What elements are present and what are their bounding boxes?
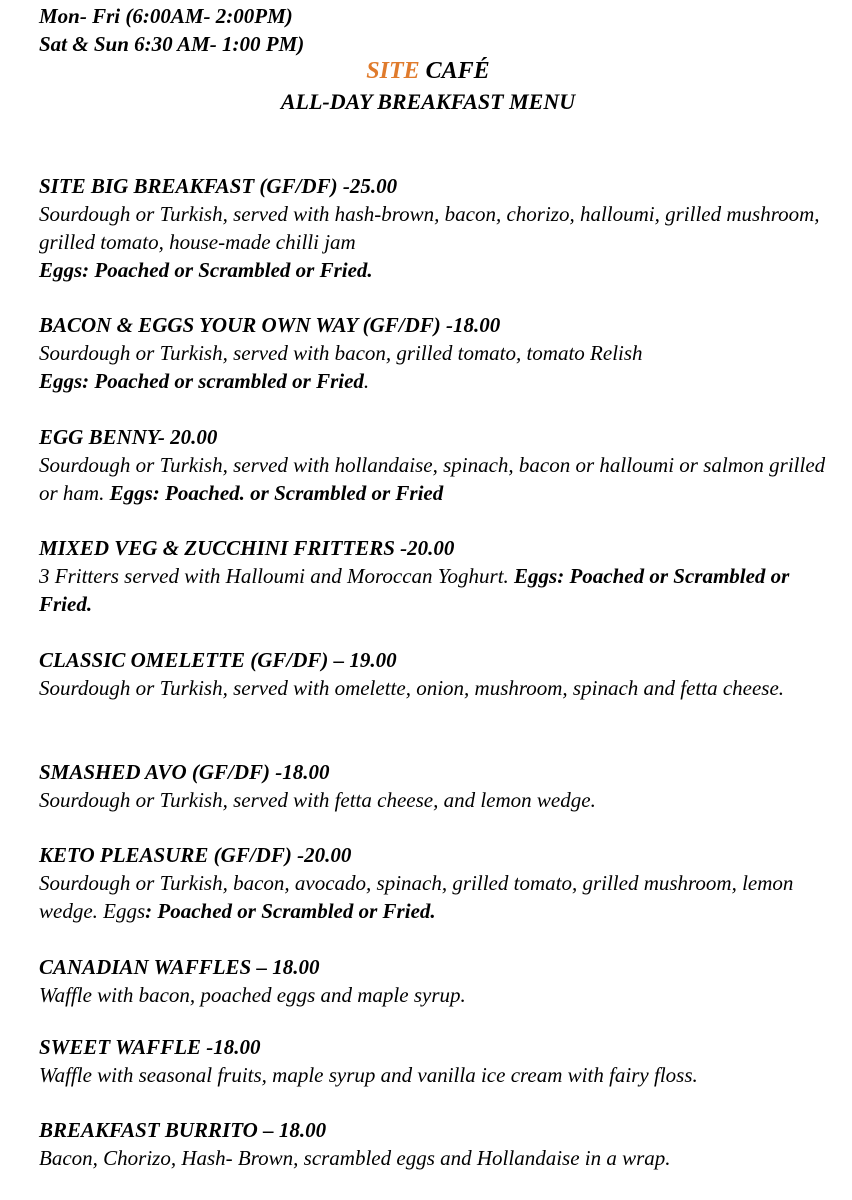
menu-item-description: Waffle with seasonal fruits, maple syrup and vanilla ice cream with fairy floss.	[39, 1063, 698, 1087]
menu-item-title: BACON & EGGS YOUR OWN WAY (GF/DF) -18.00	[39, 313, 501, 337]
menu-item-description: 3 Fritters served with Halloumi and Moroccan Yoghurt.	[39, 564, 515, 588]
menu-item-description: Sourdough or Turkish, served with hash-brown, bacon, chorizo, halloumi, grilled mushroom, grilled tomato, house-made chilli jam	[39, 202, 820, 254]
cafe-name-rest: CAFÉ	[419, 58, 490, 84]
menu-item-description: Sourdough or Turkish, served with bacon, grilled tomato, tomato Relish	[39, 341, 643, 365]
menu-title: ALL-DAY BREAKFAST MENU	[280, 89, 576, 114]
weekend-hours: Sat & Sun 6:30 AM- 1:00 PM)	[39, 32, 305, 56]
menu-item-title: CANADIAN WAFFLES – 18.00	[39, 955, 320, 979]
menu-item-description: Waffle with bacon, poached eggs and maple syrup.	[39, 983, 466, 1007]
menu-item-omelette	[39, 646, 829, 702]
menu-item-title: KETO PLEASURE (GF/DF) -20.00	[39, 843, 352, 867]
menu-item-eggs: : Poached or Scrambled or Fried.	[145, 899, 436, 923]
menu-item-eggs: Eggs: Poached. or Scrambled or Fried	[109, 481, 444, 505]
weekday-hours: Mon- Fri (6:00AM- 2:00PM)	[39, 4, 293, 28]
menu-item-title: MIXED VEG & ZUCCHINI FRITTERS -20.00	[39, 536, 455, 560]
menu-item-description: Sourdough or Turkish, served with hollandaise, spinach, bacon or halloumi or salmon grilled or ham.	[39, 453, 826, 505]
menu-item-eggs: Eggs: Poached or Scrambled or Fried.	[39, 564, 790, 616]
menu-item-big-breakfast	[39, 172, 829, 284]
menu-item-eggs: Eggs: Poached or Scrambled or Fried.	[39, 258, 373, 282]
menu-item-sweet-waffle	[39, 1033, 829, 1089]
menu-item-fritters	[39, 534, 829, 618]
menu-item-title: CLASSIC OMELETTE (GF/DF) – 19.00	[39, 648, 397, 672]
menu-item-title: EGG BENNY- 20.00	[39, 425, 218, 449]
menu-item-title: SMASHED AVO (GF/DF) -18.00	[39, 760, 330, 784]
menu-item-description: Sourdough or Turkish, bacon, avocado, spinach, grilled tomato, grilled mushroom, lemon wedge. Eggs	[39, 871, 794, 923]
menu-item-eggs: Eggs: Poached or scrambled or Fried	[39, 369, 364, 393]
cafe-name-accent: SITE	[366, 58, 420, 84]
menu-item-title: BREAKFAST BURRITO – 18.00	[39, 1118, 327, 1142]
menu-item-description: Sourdough or Turkish, served with fetta cheese, and lemon wedge.	[39, 788, 596, 812]
cafe-name	[2, 56, 852, 86]
menu-item-description: Sourdough or Turkish, served with omelette, onion, mushroom, spinach and fetta cheese.	[39, 676, 785, 700]
menu-item-egg-benny	[39, 423, 829, 507]
menu-item-title: SWEET WAFFLE -18.00	[39, 1035, 261, 1059]
menu-item-bacon-eggs	[39, 311, 829, 395]
menu-item-eggs-tail: .	[363, 369, 370, 393]
menu-item-canadian-waffles	[39, 953, 829, 1009]
menu-item-smashed-avo	[39, 758, 829, 814]
menu-item-burrito	[39, 1116, 829, 1172]
menu-item-description: Bacon, Chorizo, Hash- Brown, scrambled eggs and Hollandaise in a wrap.	[39, 1146, 671, 1170]
opening-hours	[39, 2, 304, 58]
menu-item-keto-pleasure	[39, 841, 829, 925]
menu-item-title: SITE BIG BREAKFAST (GF/DF) -25.00	[39, 174, 398, 198]
